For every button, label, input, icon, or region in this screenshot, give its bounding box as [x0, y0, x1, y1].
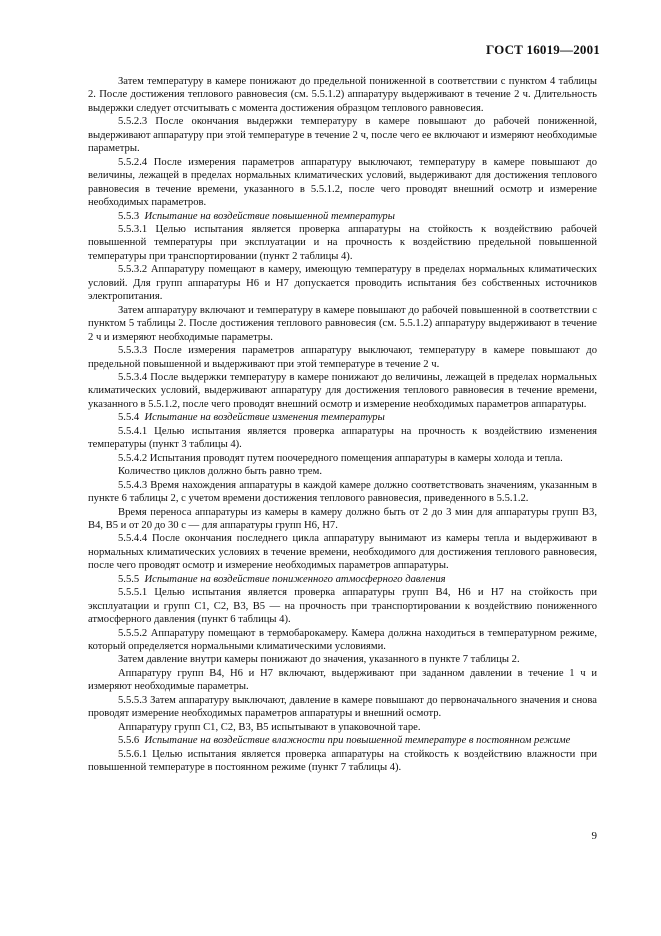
section-number: 5.5.5 — [118, 573, 140, 585]
section-number: 5.5.6 — [118, 735, 140, 747]
page-number: 9 — [591, 830, 597, 842]
section-heading — [88, 210, 597, 223]
section-title: Испытание на воздействие изменения температуры — [144, 412, 385, 424]
body-paragraph: 5.5.4.4 После окончания последнего цикла аппаратуру вынимают из камеры тепла и выдерживают в нормальных климатических условиях в течение времени, необходимого для достижения теплового равновесия, после чего проводят осмотр и измерение необходимых параметров аппаратуры. — [88, 533, 597, 572]
section-title: Испытание на воздействие повышенной температуры — [144, 210, 395, 222]
body-paragraph: Время переноса аппаратуры из камеры в камеру должно быть от 2 до 3 мин для аппаратуры групп В3, В4, В5 и от 20 до 30 с — для аппаратуры групп Н6, Н7. — [88, 506, 597, 531]
body-paragraph: Затем температуру в камере понижают до предельной пониженной в соответствии с пунктом 4 таблицы 2. После достижения теплового равновесия (см. 5.5.1.2) аппаратуру выдерживают в течение 2 ч. Длительность выдержки следует отсчитывать с момента достижения образцом теплового равновесия. — [88, 76, 597, 114]
body-paragraph: 5.5.2.4 После измерения параметров аппаратуру выключают, температуру в камере повышают до величины, лежащей в пределах нормальных климатических условий, выдерживают для достижения теплового равновесия в течение времени, указанного в 5.5.1.2, после чего проводят внешний осмотр и измерение необходимых параметров. — [88, 156, 597, 209]
body-paragraph: 5.5.3.1 Целью испытания является проверка аппаратуры на стойкость к воздействию рабочей повышенной температуры при эксплуатации и на прочность к воздействию предельной повышенной температуры при транспортировании (пункт 2 таблицы 4). — [88, 223, 597, 262]
body-paragraph: 5.5.4.3 Время нахождения аппаратуры в каждой камере должно соответствовать значениям, указанным в пункте 6 таблицы 2, с учетом времени достижения теплового равновесия, приведенного в 5.5.1.2. — [88, 479, 597, 505]
section-heading — [88, 573, 597, 586]
body-paragraph: 5.5.4.2 Испытания проводят путем поочередного помещения аппаратуры в камеры холода и тепла. — [118, 452, 563, 464]
body-paragraph: Аппаратуру групп С1, С2, В3, В5 испытывают в упаковочной таре. — [118, 721, 421, 733]
body-paragraph: Затем давление внутри камеры понижают до значения, указанного в пункте 7 таблицы 2. — [118, 654, 520, 666]
body-paragraph: 5.5.4.1 Целью испытания является проверка аппаратуры на прочность к воздействию изменения температуры (пункт 3 таблицы 4). — [88, 425, 597, 451]
section-title: Испытание на воздействие пониженного атмосферного давления — [144, 573, 446, 585]
section-heading — [88, 411, 597, 424]
section-heading — [88, 734, 597, 747]
body-paragraph: 5.5.3.2 Аппаратуру помещают в камеру, имеющую температуру в пределах нормальных климатических условий. Для групп аппаратуры Н6 и Н7 допускается проводить испытания без собственных источников электропитания. — [88, 264, 597, 303]
body-paragraph: 5.5.2.3 После окончания выдержки температуру в камере повышают до рабочей пониженной, выдерживают аппаратуру при этой температуре в течение 2 ч, после чего ее включают и измеряют необходимые параметры. — [88, 116, 597, 155]
section-number: 5.5.4 — [118, 412, 140, 424]
body-paragraph: 5.5.5.3 Затем аппаратуру выключают, давление в камере повышают до первоначального значения и снова проводят измерение необходимых параметров аппаратуры и внешний осмотр. — [88, 694, 597, 720]
document-body — [88, 75, 597, 775]
body-paragraph: 5.5.3.4 После выдержки температуру в камере понижают до величины, лежащей в пределах нормальных климатических условий, выдерживают аппаратуру для достижения теплового равновесия в течение времени, указанного в 5.5.1.2, после чего проводят внешний осмотр и измерение необходимых параметров аппаратуры. — [88, 371, 597, 410]
body-paragraph: 5.5.3.3 После измерения параметров аппаратуру выключают, температуру в камере повышают до предельной повышенной и выдерживают при этой температуре в течение 2 ч. — [88, 345, 597, 370]
section-number: 5.5.3 — [118, 210, 140, 222]
body-paragraph: Аппаратуру групп В4, Н6 и Н7 включают, выдерживают при заданном давлении в течение 1 ч и измеряют необходимые параметры. — [88, 667, 597, 693]
body-paragraph: 5.5.5.1 Целью испытания является проверка аппаратуры групп В4, Н6 и Н7 на стойкость при эксплуатации и групп С1, С2, В3, В5 — на прочность при транспортировании к воздействию пониженного атмосферного давления (пункт 6 таблицы 4). — [88, 587, 597, 626]
document-code-header: ГОСТ 16019—2001 — [485, 42, 600, 57]
body-paragraph: 5.5.6.1 Целью испытания является проверка аппаратуры на стойкость к воздействию влажности при повышенной температуре в постоянном режиме (пункт 7 таблицы 4). — [88, 748, 597, 774]
body-paragraph: Затем аппаратуру включают и температуру в камере повышают до рабочей повышенной в соответствии с пунктом 5 таблицы 2. После достижения теплового равновесия (см. 5.5.1.2) аппаратуру выдерживают в течение 2 ч и измеряют необходимые параметры. — [88, 304, 597, 343]
section-title: Испытание на воздействие влажности при повышенной температуре в постоянном режиме — [144, 735, 571, 747]
body-paragraph: 5.5.5.2 Аппаратуру помещают в термобарокамеру. Камера должна находиться в температурном режиме, который определяется нормальными климатическими условиями. — [88, 627, 597, 653]
body-paragraph: Количество циклов должно быть равно трем. — [118, 466, 322, 478]
